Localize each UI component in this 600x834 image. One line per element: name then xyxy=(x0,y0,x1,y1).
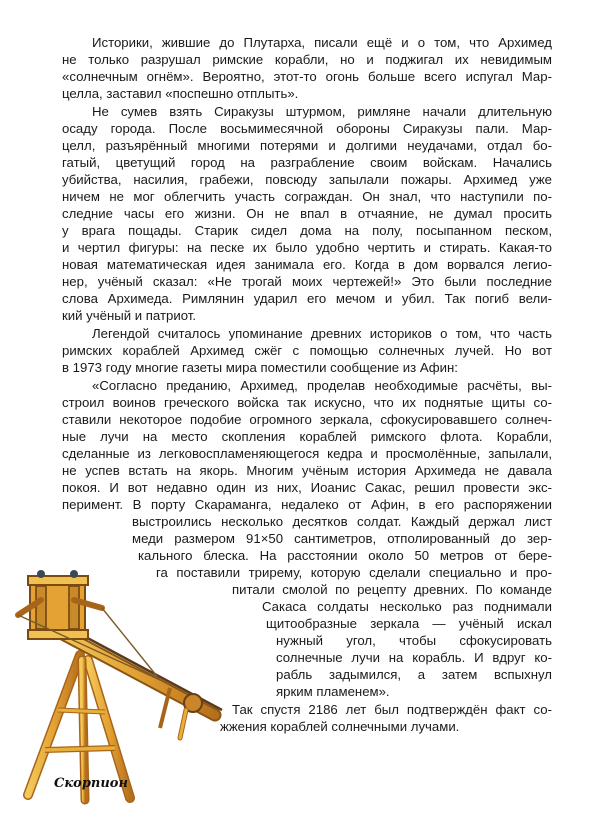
text-line: кального блеска. На расстоянии около 50 метров от бере- xyxy=(138,548,552,563)
text-line: питали смолой по рецепту древних. По команде xyxy=(232,582,552,597)
text-line: меди размером 91×50 сантиметров, отполированный до зер- xyxy=(132,531,552,546)
text-line: целл, разъярённый многими потерями и долгими неудачами, отдал бо- xyxy=(62,138,552,153)
text-line: Так спустя 2186 лет был подтверждён факт со- xyxy=(232,702,552,717)
illustration-caption: Скорпион xyxy=(54,776,128,791)
text-line: жжения кораблей солнечными лучами. xyxy=(220,719,460,734)
text-line: Сакаса солдаты несколько раз поднимали xyxy=(262,599,552,614)
text-line: кий учёный и патриот. xyxy=(62,308,196,323)
text-line: покоя. И вот недавно один из них, Иоанис Сакас, решил провести экс- xyxy=(62,480,552,495)
text-line: Не сумев взять Сиракузы штурмом, римляне начали длительную xyxy=(92,104,552,119)
text-line: гатый, цветущий город на разграбление своим войскам. Начались xyxy=(62,155,552,170)
text-line: «солнечным огнём». Вероятно, этот-то огонь больше всего испугал Мар- xyxy=(62,69,552,84)
text-line: рабль задымился, а затем вспыхнул xyxy=(276,667,552,682)
text-line: ярким пламенем». xyxy=(276,684,390,699)
text-line: в 1973 году многие газеты мира поместили сообщение из Афин: xyxy=(62,360,458,375)
text-line: строил воинов греческого войска так искусно, что их поднятые щиты со- xyxy=(62,395,552,410)
text-line: нужный угол, чтобы сфокусировать xyxy=(276,633,552,648)
text-line: щитообразные зеркала — учёный искал xyxy=(266,616,552,631)
text-line: солнечные лучи на корабль. И вдруг ко- xyxy=(276,650,552,665)
scorpion-illustration xyxy=(10,560,240,810)
text-line: у врага пощады. Старик сидел дома на полу, посыпанном песком, xyxy=(62,223,552,238)
text-line: Историки, жившие до Плутарха, писали ещё и о том, что Архимед xyxy=(92,35,552,50)
text-line: выстроились несколько десятков солдат. Каждый держал лист xyxy=(132,514,552,529)
text-line: Легендой считалось упоминание древних историков о том, что часть xyxy=(92,326,552,341)
text-line: сделанные из легковоспламеняющегося кедра и просмолённые, запылали, xyxy=(62,446,552,461)
text-line: римских кораблей Архимед сжёг с помощью солнечных лучей. Но вот xyxy=(62,343,552,358)
text-line: нер, учёный сказал: «Не трогай моих чертежей!» Это были последние xyxy=(62,274,552,289)
text-line: и чертил фигуры: на песке их было удобно чертить и стирать. Какая-то xyxy=(62,240,552,255)
text-line: не успев встать на якорь. Многим учёным история Архимеда не давала xyxy=(62,463,552,478)
text-line: ничем не мог облегчить участь сограждан. Он знал, что наступили по- xyxy=(62,189,552,204)
text-line: «Согласно преданию, Архимед, проделав необходимые расчёты, вы- xyxy=(92,378,552,393)
text-line: новая математическая идея занимала его. Когда в дом ворвался легио- xyxy=(62,257,552,272)
text-line: осаду города. После восьмимесячной обороны Сиракузы пали. Мар- xyxy=(62,121,552,136)
text-line: убийства, насилия, грабежи, повсюду запылали пожары. Архимед уже xyxy=(62,172,552,187)
text-line: целла, заставил «поспешно отплыть». xyxy=(62,86,299,101)
text-line: ные лучи на место скопления кораблей римского флота. Корабли, xyxy=(62,429,552,444)
text-line: ставили некоторое подобие огромного зеркала, сфокусировавшего солнеч- xyxy=(62,412,552,427)
text-line: слова Архимеда. Римлянин ударил его мечом и убил. Так погиб вели- xyxy=(62,291,552,306)
text-line: га поставили трирему, которую сделали специально и про- xyxy=(156,565,552,580)
text-line: не только разрушал римские корабли, но и поджигал их невидимым xyxy=(62,52,552,67)
text-line: перимент. В порту Скараманга, недалеко от Афин, в его распоряжении xyxy=(62,497,552,512)
text-line: следние часы его жизни. Он не впал в отчаяние, не думал просить xyxy=(62,206,552,221)
